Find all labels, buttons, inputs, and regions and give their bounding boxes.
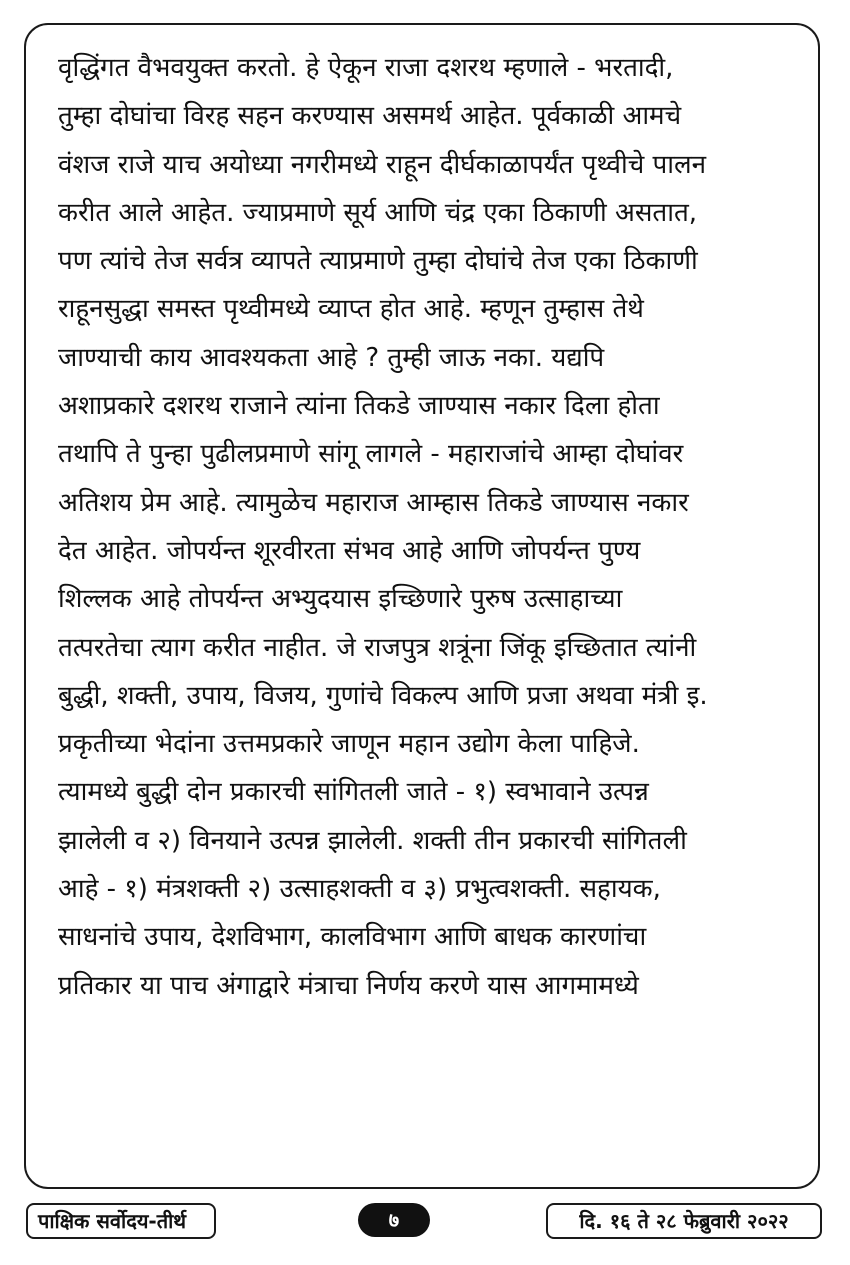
text-line: प्रतिकार या पाच अंगाद्वारे मंत्राचा निर्णय करणे यास आगमामध्ये: [58, 970, 639, 1001]
text-line: अतिशय प्रेम आहे. त्यामुळेच महाराज आम्हास तिकडे जाण्यास नकार: [58, 487, 689, 518]
text-line: करीत आले आहेत. ज्याप्रमाणे सूर्य आणि चंद्र एका ठिकाणी असतात,: [58, 197, 698, 228]
text-line: प्रकृतीच्या भेदांना उत्तमप्रकारे जाणून महान उद्योग केला पाहिजे.: [58, 729, 640, 760]
text-line: तथापि ते पुन्हा पुढीलप्रमाणे सांगू लागले - महाराजांचे आम्हा दोघांवर: [58, 439, 684, 470]
publication-name: पाक्षिक सर्वोदय-तीर्थ: [26, 1203, 216, 1239]
text-line: तत्परतेचा त्याग करीत नाहीत. जे राजपुत्र शत्रूंना जिंकू इच्छितात त्यांनी: [58, 632, 697, 663]
text-line: वंशज राजे याच अयोध्या नगरीमध्ये राहून दीर्घकाळापर्यंत पृथ्वीचे पालन: [58, 149, 707, 180]
text-line: शिल्लक आहे तोपर्यन्त अभ्युदयास इच्छिणारे पुरुष उत्साहाच्या: [58, 584, 623, 615]
issue-date: दि. १६ ते २८ फेब्रुवारी २०२२: [546, 1203, 822, 1239]
text-line: वृद्धिंगत वैभवयुक्त करतो. हे ऐकून राजा दशरथ म्हणाले - भरतादी,: [58, 53, 674, 83]
text-line: साधनांचे उपाय, देशविभाग, कालविभाग आणि बाधक कारणांचा: [58, 922, 647, 953]
text-line: पण त्यांचे तेज सर्वत्र व्यापते त्याप्रमाणे तुम्हा दोघांचे तेज एका ठिकाणी: [58, 246, 698, 277]
text-line: बुद्धी, शक्ती, उपाय, विजय, गुणांचे विकल्प आणि प्रजा अथवा मंत्री इ.: [58, 680, 708, 711]
text-line: त्यामध्ये बुद्धी दोन प्रकारची सांगितली जाते - १) स्वभावाने उत्पन्न: [58, 777, 649, 808]
text-line: अशाप्रकारे दशरथ राजाने त्यांना तिकडे जाण्यास नकार दिला होता: [58, 391, 660, 422]
text-line: राहूनसुद्धा समस्त पृथ्वीमध्ये व्याप्त होत आहे. म्हणून तुम्हास तेथे: [58, 294, 644, 325]
text-line: झालेली व २) विनयाने उत्पन्न झालेली. शक्ती तीन प्रकारची सांगितली: [58, 825, 687, 856]
text-line: आहे - १) मंत्रशक्ती २) उत्साहशक्ती व ३) प्रभुत्वशक्ती. सहायक,: [58, 874, 661, 905]
text-line: तुम्हा दोघांचा विरह सहन करण्यास असमर्थ आहेत. पूर्वकाळी आमचे: [58, 101, 682, 132]
body-text: [58, 44, 794, 1010]
text-line: जाण्याची काय आवश्यकता आहे ? तुम्ही जाऊ नका. यद्यपि: [58, 342, 605, 373]
text-line: देत आहेत. जोपर्यन्त शूरवीरता संभव आहे आणि जोपर्यन्त पुण्य: [58, 535, 641, 566]
page-number: ७: [358, 1203, 430, 1237]
